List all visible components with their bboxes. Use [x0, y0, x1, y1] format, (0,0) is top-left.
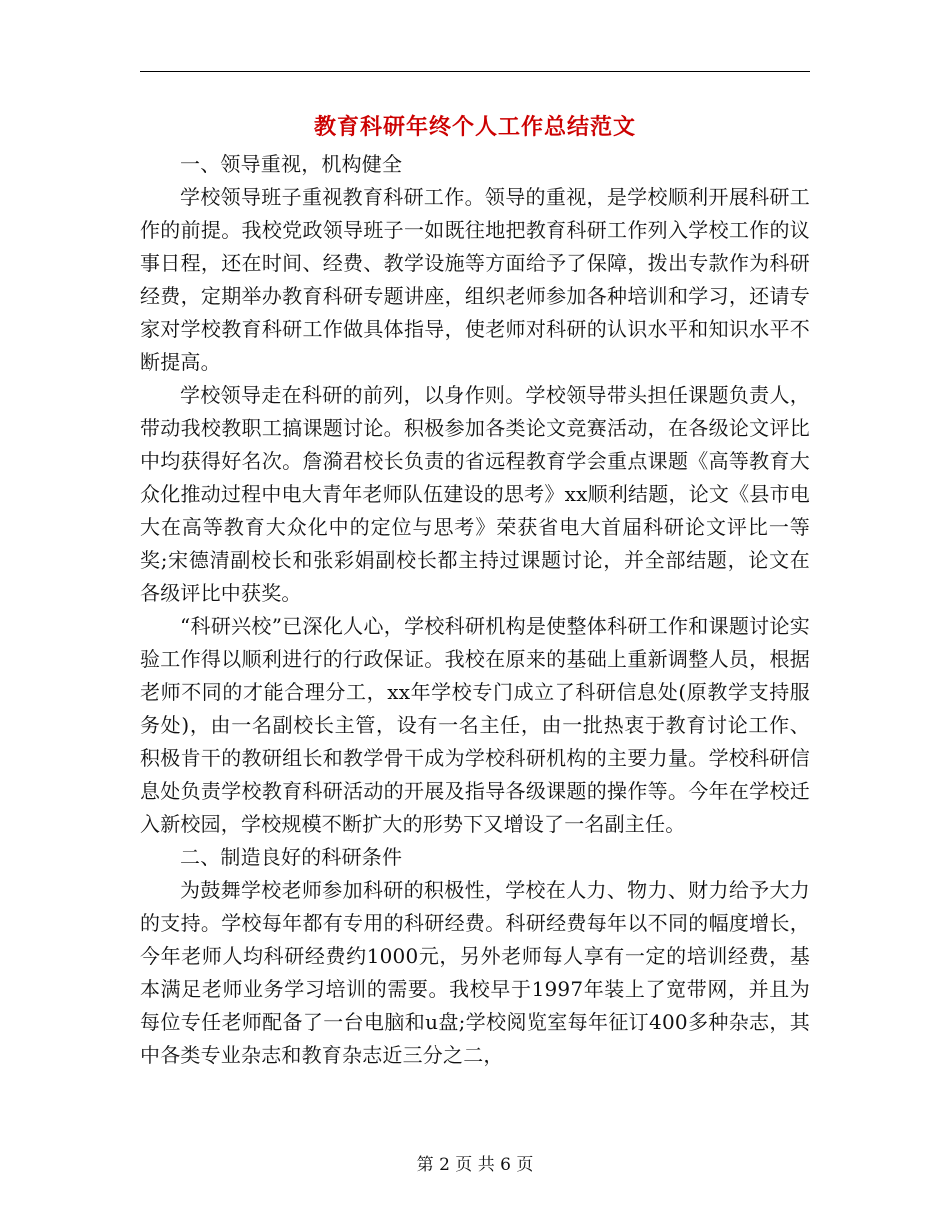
page-number-footer: 第 2 页 共 6 页: [416, 1155, 534, 1175]
section-heading-2: 二、制造良好的科研条件: [180, 845, 403, 869]
header-rule: [140, 71, 810, 72]
document-title: 教育科研年终个人工作总结范文: [313, 114, 636, 140]
paragraph-4: 为鼓舞学校老师参加科研的积极性，学校在人力、物力、财力给予大力的支持。学校每年都有专用的科研经费。科研经费每年以不同的幅度增长，今年老师人均科研经费约1000元，另外老师每人享有一定的培训经费，基本满足老师业务学习培训的需要。我校早于1997年装上了宽带网，并且为每位专任老师配备了一台电脑和u盘;学校阅览室每年征订400多种杂志，其中各类专业杂志和教育杂志近三分之二，: [140, 878, 810, 1067]
paragraph-1: 学校领导班子重视教育科研工作。领导的重视，是学校顺利开展科研工作的前提。我校党政领导班子一如既往地把教育科研工作列入学校工作的议事日程，还在时间、经费、教学设施等方面给予了保障，拨出专款作为科研经费，定期举办教育科研专题讲座，组织老师参加各种培训和学习，还请专家对学校教育科研工作做具体指导，使老师对科研的认识水平和知识水平不断提高。: [140, 185, 810, 374]
section-heading-1: 一、领导重视，机构健全: [180, 152, 403, 176]
paragraph-2: 学校领导走在科研的前列，以身作则。学校领导带头担任课题负责人，带动我校教职工搞课题讨论。积极参加各类论文竞赛活动，在各级论文评比中均获得好名次。詹漪君校长负责的省远程教育学会重点课题《高等教育大众化推动过程中电大青年老师队伍建设的思考》xx顺利结题，论文《县市电大在高等教育大众化中的定位与思考》荣获省电大首届科研论文评比一等奖;宋德清副校长和张彩娟副校长都主持过课题讨论，并全部结题，论文在各级评比中获奖。: [140, 383, 810, 605]
document-body: [140, 148, 810, 1072]
paragraph-3: “科研兴校”已深化人心，学校科研机构是使整体科研工作和课题讨论实验工作得以顺利进行的行政保证。我校在原来的基础上重新调整人员，根据老师不同的才能合理分工，xx年学校专门成立了科研信息处(原教学支持服务处)，由一名副校长主管，设有一名主任，由一批热衷于教育讨论工作、积极肯干的教研组长和教学骨干成为学校科研机构的主要力量。学校科研信息处负责学校教育科研活动的开展及指导各级课题的操作等。今年在学校迁入新校园，学校规模不断扩大的形势下又增设了一名副主任。: [140, 614, 810, 836]
